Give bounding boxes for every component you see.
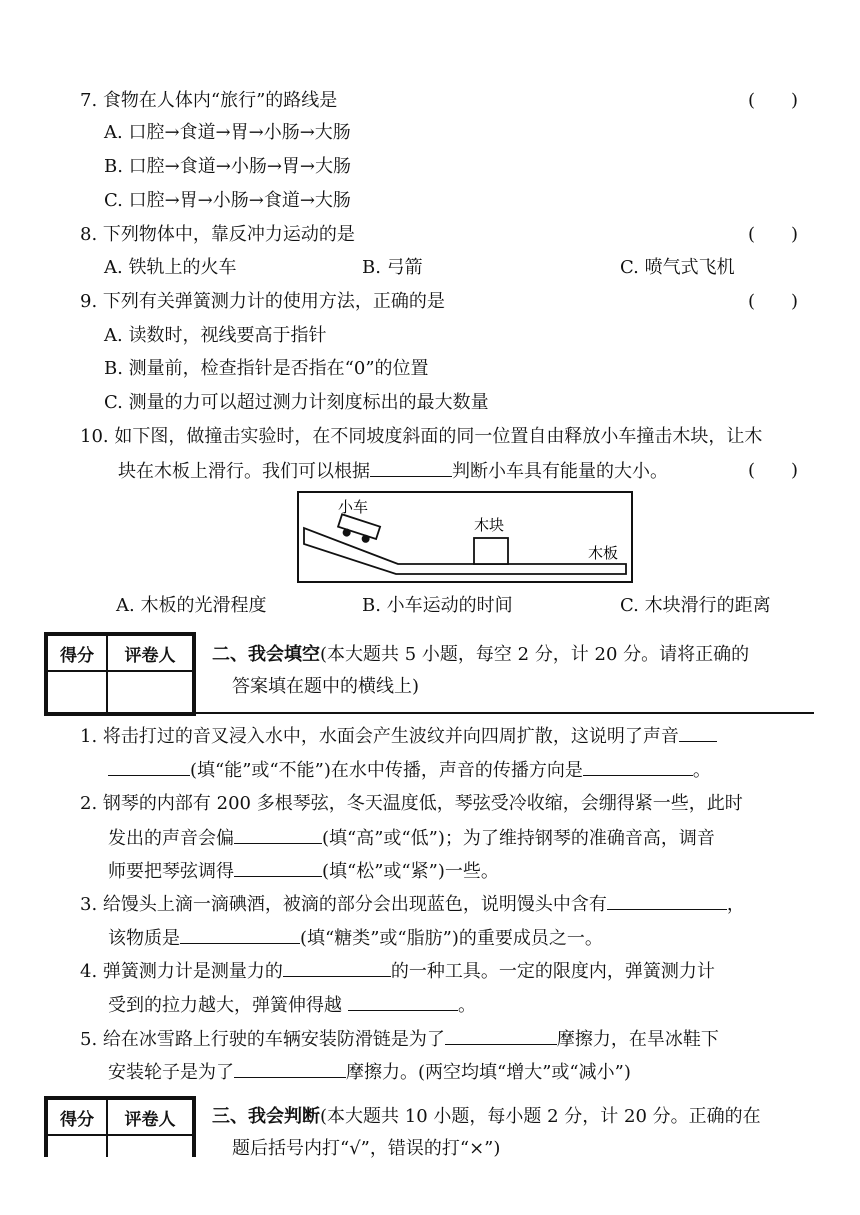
fill-q5-line1 [80,1026,719,1053]
q10-option-c: C. 木块滑行的距离 [620,595,771,616]
fill-q5-text-c: 安装轮子是为了 [108,1062,234,1083]
ramp-and-board [304,528,626,574]
fill-q3-line2 [108,925,603,952]
fill-q2-text-c: 师要把琴弦调得 [108,861,234,882]
section3-title: 三、我会判断 [212,1106,320,1127]
fill-q4-text-c: 受到的拉力越大，弹簧伸得越 [108,995,342,1016]
fill-q3-text-a: 3. 给馒头上滴一滴碘酒，被滴的部分会出现蓝色，说明馒头中含有 [80,894,607,915]
section2-title: 二、我会填空 [212,644,320,665]
q7-option-c: C. 口腔→胃→小肠→食道→大肠 [104,190,351,211]
q10-stem-text-b: 判断小车具有能量的大小。 [452,461,668,482]
section2-score-box [44,632,196,716]
fill-q1-line1 [80,723,717,750]
q9-stem: 9. 下列有关弹簧测力计的使用方法，正确的是 [80,291,445,312]
fill-q2-line1: 2. 钢琴的内部有 200 多根琴弦，冬天温度低，琴弦受冷收缩，会绷得紧一些，此时 [80,793,743,814]
fill-q3-text-b: ， [726,894,745,915]
score-cell[interactable] [47,671,107,713]
section3-title-line1 [212,1102,761,1132]
section3-desc-line2: 题后括号内打“√”，错误的打“×”) [232,1138,501,1159]
q8-option-b: B. 弓箭 [362,257,423,278]
score-label: 得分 [47,1099,107,1135]
q10-option-a: A. 木板的光滑程度 [116,595,267,616]
fill-q4-line1 [80,958,715,985]
wood-block-icon [474,538,508,564]
fill-q5-line2 [108,1059,631,1086]
fill-q1-text-c: 。 [692,760,711,781]
q10-blank[interactable] [370,458,452,477]
fill-q3-blank1[interactable] [607,891,727,910]
section3-score-box [44,1096,196,1157]
q9-answer-paren: ( ) [748,291,799,312]
cart-icon [336,514,380,545]
fill-q2-text-b: (填“高”或“低”)；为了维持钢琴的准确音高，调音 [322,828,715,849]
q9-option-b: B. 测量前，检查指针是否指在“0”的位置 [104,358,429,379]
fill-q4-line2 [108,992,476,1019]
fill-q2-line2 [108,825,715,852]
fill-q3-blank2[interactable] [180,925,300,944]
fill-q1-text-a: 1. 将击打过的音叉浸入水中，水面会产生波纹并向四周扩散，这说明了声音 [80,726,679,747]
grader-label: 评卷人 [107,1099,193,1135]
section3-desc: (本大题共 10 小题，每小题 2 分，计 20 分。正确的在 [320,1106,761,1127]
section2-desc-line2: 答案填在题中的横线上) [232,676,420,697]
q8-option-a: A. 铁轨上的火车 [104,257,237,278]
q9-option-c: C. 测量的力可以超过测力计刻度标出的最大数量 [104,392,489,413]
q10-answer-paren: ( ) [748,460,799,481]
q8-option-c: C. 喷气式飞机 [620,257,735,278]
fill-q4-blank1[interactable] [283,958,391,977]
section2-desc: (本大题共 5 小题，每空 2 分，计 20 分。请将正确的 [320,644,750,665]
fill-q2-text-d: (填“松”或“紧”)一些。 [322,861,499,882]
fill-q1-blank2[interactable] [583,757,693,776]
section2-title-line1 [212,640,749,670]
fill-q3-text-c: 该物质是 [108,928,180,949]
collision-experiment-diagram [296,490,636,586]
block-label: 木块 [474,516,505,534]
fill-q2-blank1[interactable] [234,825,322,844]
grader-label: 评卷人 [107,635,193,671]
fill-q2-blank2[interactable] [234,858,322,877]
q8-stem: 8. 下列物体中，靠反冲力运动的是 [80,224,355,245]
q7-option-b: B. 口腔→食道→小肠→胃→大肠 [104,156,351,177]
fill-q3-text-d: (填“糖类”或“脂肪”)的重要成员之一。 [300,928,603,949]
q10-stem-line2 [118,458,668,485]
q7-stem: 7. 食物在人体内“旅行”的路线是 [80,90,338,111]
grader-cell[interactable] [107,671,193,713]
section2-divider [44,712,814,714]
fill-q1-blank1-start[interactable] [679,723,717,742]
fill-q2-line3 [108,858,499,885]
fill-q5-text-a: 5. 给在冰雪路上行驶的车辆安装防滑链是为了 [80,1029,445,1050]
fill-q5-blank2[interactable] [234,1059,346,1078]
fill-q1-line2 [108,757,711,784]
fill-q3-line1 [80,891,745,918]
q10-stem-text-a: 块在木板上滑行。我们可以根据 [118,461,370,482]
board-label: 木板 [588,544,619,562]
fill-q4-blank2[interactable] [348,992,458,1011]
fill-q5-blank1[interactable] [445,1026,557,1045]
score-label: 得分 [47,635,107,671]
fill-q1-text-b: (填“能”或“不能”)在水中传播，声音的传播方向是 [190,760,583,781]
score-cell[interactable] [47,1135,107,1157]
fill-q4-text-d: 。 [458,995,476,1016]
q9-option-a: A. 读数时，视线要高于指针 [104,325,327,346]
cart-label: 小车 [338,498,369,516]
fill-q1-blank1[interactable] [108,757,190,776]
grader-cell[interactable] [107,1135,193,1157]
q7-answer-paren: ( ) [748,90,799,111]
fill-q4-text-a: 4. 弹簧测力计是测量力的 [80,961,283,982]
q10-option-b: B. 小车运动的时间 [362,595,513,616]
q8-answer-paren: ( ) [748,224,799,245]
fill-q4-text-b: 的一种工具。一定的限度内，弹簧测力计 [390,961,715,982]
fill-q5-text-b: 摩擦力，在旱冰鞋下 [556,1029,719,1050]
q7-option-a: A. 口腔→食道→胃→小肠→大肠 [104,122,351,143]
fill-q5-text-d: 摩擦力。(两空均填“增大”或“减小”) [346,1062,631,1083]
q10-stem-line1: 10. 如下图，做撞击实验时，在不同坡度斜面的同一位置自由释放小车撞击木块，让木 [80,426,763,447]
fill-q2-text-a: 发出的声音会偏 [108,828,234,849]
